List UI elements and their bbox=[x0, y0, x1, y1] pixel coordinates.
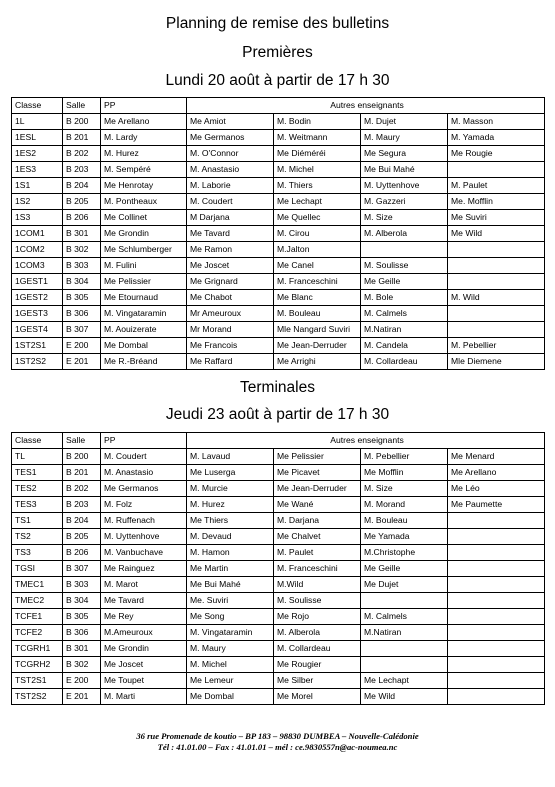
enseignant-cell: M. Darjana bbox=[274, 513, 361, 529]
salle-cell: B 304 bbox=[63, 274, 101, 290]
table-row bbox=[12, 226, 545, 242]
table-row bbox=[12, 561, 545, 577]
pp-cell: Me Grondin bbox=[101, 226, 187, 242]
classe-cell: 1ESL bbox=[12, 130, 63, 146]
enseignant-cell: M. Lavaud bbox=[187, 449, 274, 465]
enseignant-cell bbox=[448, 258, 545, 274]
header-pp: PP bbox=[101, 98, 187, 114]
table-row bbox=[12, 577, 545, 593]
pp-cell: Me Etournaud bbox=[101, 290, 187, 306]
enseignant-cell bbox=[448, 162, 545, 178]
salle-cell: B 205 bbox=[63, 194, 101, 210]
enseignant-cell: M. Bouleau bbox=[361, 513, 448, 529]
salle-cell: B 200 bbox=[63, 114, 101, 130]
classe-cell: 1ST2S2 bbox=[12, 354, 63, 370]
enseignant-cell: Me Paumette bbox=[448, 497, 545, 513]
table-row bbox=[12, 242, 545, 258]
enseignant-cell: Me Jean-Derruder bbox=[274, 481, 361, 497]
enseignant-cell: Me Wild bbox=[448, 226, 545, 242]
classe-cell: 1S1 bbox=[12, 178, 63, 194]
pp-cell: Me Pelissier bbox=[101, 274, 187, 290]
pp-cell: M. Pontheaux bbox=[101, 194, 187, 210]
enseignant-cell: M. Maury bbox=[187, 641, 274, 657]
enseignant-cell: Me Francois bbox=[187, 338, 274, 354]
table-row bbox=[12, 625, 545, 641]
classe-cell: TCFE2 bbox=[12, 625, 63, 641]
enseignant-cell: Me Dombal bbox=[187, 689, 274, 705]
classe-cell: 1GEST4 bbox=[12, 322, 63, 338]
enseignant-cell: M. Hurez bbox=[187, 497, 274, 513]
enseignant-cell bbox=[448, 513, 545, 529]
enseignant-cell: M. Pebellier bbox=[448, 338, 545, 354]
pp-cell: M. Uyttenhove bbox=[101, 529, 187, 545]
classe-cell: 1COM2 bbox=[12, 242, 63, 258]
salle-cell: B 202 bbox=[63, 481, 101, 497]
enseignant-cell: M. Thiers bbox=[274, 178, 361, 194]
salle-cell: B 301 bbox=[63, 641, 101, 657]
table-row bbox=[12, 130, 545, 146]
pp-cell: M. Aouizerate bbox=[101, 322, 187, 338]
salle-cell: B 305 bbox=[63, 290, 101, 306]
salle-cell: B 200 bbox=[63, 449, 101, 465]
pp-cell: M. Marot bbox=[101, 577, 187, 593]
enseignant-cell: M.Wild bbox=[274, 577, 361, 593]
enseignant-cell: Me Blanc bbox=[274, 290, 361, 306]
pp-cell: Me Rainguez bbox=[101, 561, 187, 577]
pp-cell: Me Tavard bbox=[101, 593, 187, 609]
enseignant-cell: Me Pelissier bbox=[274, 449, 361, 465]
header-salle: Salle bbox=[63, 98, 101, 114]
pp-cell: Me Grondin bbox=[101, 641, 187, 657]
enseignant-cell: Me Tavard bbox=[187, 226, 274, 242]
pp-cell: M. Fulini bbox=[101, 258, 187, 274]
table-row bbox=[12, 306, 545, 322]
table-row bbox=[12, 465, 545, 481]
enseignant-cell: M. Soulisse bbox=[274, 593, 361, 609]
header-salle: Salle bbox=[63, 433, 101, 449]
enseignant-cell: M. Cirou bbox=[274, 226, 361, 242]
pp-cell: Me Rey bbox=[101, 609, 187, 625]
enseignant-cell: M. Bole bbox=[361, 290, 448, 306]
salle-cell: B 307 bbox=[63, 322, 101, 338]
footer-contact: Tél : 41.01.00 – Fax : 41.01.01 – mél : ce.9830557n@ac-noumea.nc bbox=[157, 742, 398, 752]
salle-cell: B 307 bbox=[63, 561, 101, 577]
enseignant-cell: Me Quellec bbox=[274, 210, 361, 226]
enseignant-cell: Me Léo bbox=[448, 481, 545, 497]
salle-cell: B 302 bbox=[63, 657, 101, 673]
classe-cell: TCGRH2 bbox=[12, 657, 63, 673]
enseignant-cell: M. Coudert bbox=[187, 194, 274, 210]
enseignant-cell: M. Pebellier bbox=[361, 449, 448, 465]
enseignant-cell: Mle Nangard Suviri bbox=[274, 322, 361, 338]
pp-cell: M. Lardy bbox=[101, 130, 187, 146]
section-date-terminales: Jeudi 23 août à partir de 17 h 30 bbox=[165, 406, 390, 423]
enseignant-cell: Me Mofflin bbox=[361, 465, 448, 481]
table-row bbox=[12, 114, 545, 130]
classe-cell: 1L bbox=[12, 114, 63, 130]
enseignant-cell: Me Lemeur bbox=[187, 673, 274, 689]
enseignant-cell: M. Calmels bbox=[361, 609, 448, 625]
enseignant-cell: Me Arellano bbox=[448, 465, 545, 481]
enseignant-cell: Me Luserga bbox=[187, 465, 274, 481]
enseignant-cell bbox=[448, 322, 545, 338]
enseignant-cell: M. Bodin bbox=[274, 114, 361, 130]
enseignant-cell: Me Rougie bbox=[448, 146, 545, 162]
enseignant-cell: M.Natiran bbox=[361, 322, 448, 338]
enseignant-cell: M Darjana bbox=[187, 210, 274, 226]
enseignant-cell: Me Lechapt bbox=[361, 673, 448, 689]
salle-cell: E 200 bbox=[63, 338, 101, 354]
enseignant-cell: M. Size bbox=[361, 210, 448, 226]
salle-cell: B 303 bbox=[63, 258, 101, 274]
enseignant-cell: M. Paulet bbox=[448, 178, 545, 194]
salle-cell: B 305 bbox=[63, 609, 101, 625]
salle-cell: B 201 bbox=[63, 465, 101, 481]
pp-cell: M. Coudert bbox=[101, 449, 187, 465]
pp-cell: M.Ameuroux bbox=[101, 625, 187, 641]
enseignant-cell bbox=[448, 657, 545, 673]
header-classe: Classe bbox=[12, 98, 63, 114]
table-row bbox=[12, 545, 545, 561]
enseignant-cell bbox=[448, 673, 545, 689]
enseignant-cell bbox=[448, 641, 545, 657]
enseignant-cell: M. Devaud bbox=[187, 529, 274, 545]
footer-address: 36 rue Promenade de koutio – BP 183 – 98830 DUMBEA – Nouvelle-Calédonie bbox=[136, 731, 419, 741]
enseignant-cell: Me Chalvet bbox=[274, 529, 361, 545]
enseignant-cell: Me Canel bbox=[274, 258, 361, 274]
table-header-row bbox=[12, 98, 545, 114]
table-header-row bbox=[12, 433, 545, 449]
enseignant-cell: Me Yamada bbox=[361, 529, 448, 545]
table-row bbox=[12, 449, 545, 465]
enseignant-cell: M. Murcie bbox=[187, 481, 274, 497]
enseignant-cell: M. Franceschini bbox=[274, 561, 361, 577]
pp-cell: M. Hurez bbox=[101, 146, 187, 162]
classe-cell: 1GEST2 bbox=[12, 290, 63, 306]
enseignant-cell: M. Size bbox=[361, 481, 448, 497]
enseignant-cell: M. Yamada bbox=[448, 130, 545, 146]
classe-cell: TES2 bbox=[12, 481, 63, 497]
classe-cell: 1COM1 bbox=[12, 226, 63, 242]
enseignant-cell: M. Franceschini bbox=[274, 274, 361, 290]
enseignant-cell: Me Wild bbox=[361, 689, 448, 705]
enseignant-cell: M. Candela bbox=[361, 338, 448, 354]
table-row bbox=[12, 497, 545, 513]
table-row bbox=[12, 609, 545, 625]
enseignant-cell: Me Diéméréi bbox=[274, 146, 361, 162]
enseignant-cell: Mr Morand bbox=[187, 322, 274, 338]
table-row bbox=[12, 338, 545, 354]
enseignant-cell: Me Thiers bbox=[187, 513, 274, 529]
pp-cell: Me R.-Bréand bbox=[101, 354, 187, 370]
enseignant-cell: M. Alberola bbox=[274, 625, 361, 641]
pp-cell: Me Toupet bbox=[101, 673, 187, 689]
pp-cell: M. Marti bbox=[101, 689, 187, 705]
table-row bbox=[12, 210, 545, 226]
enseignant-cell: Mr Ameuroux bbox=[187, 306, 274, 322]
enseignant-cell bbox=[448, 593, 545, 609]
pp-cell: M. Vingataramin bbox=[101, 306, 187, 322]
table-row bbox=[12, 513, 545, 529]
salle-cell: E 201 bbox=[63, 689, 101, 705]
enseignant-cell: M. Hamon bbox=[187, 545, 274, 561]
enseignant-cell bbox=[448, 561, 545, 577]
table-row bbox=[12, 290, 545, 306]
table-row bbox=[12, 529, 545, 545]
classe-cell: 1GEST1 bbox=[12, 274, 63, 290]
table-row bbox=[12, 258, 545, 274]
section-date-premieres: Lundi 20 août à partir de 17 h 30 bbox=[165, 72, 390, 89]
enseignant-cell: Me Lechapt bbox=[274, 194, 361, 210]
enseignant-cell: Me. Mofflin bbox=[448, 194, 545, 210]
table-row bbox=[12, 178, 545, 194]
enseignant-cell: Me Bui Mahé bbox=[187, 577, 274, 593]
pp-cell: Me Joscet bbox=[101, 657, 187, 673]
salle-cell: B 301 bbox=[63, 226, 101, 242]
table-row bbox=[12, 689, 545, 705]
salle-cell: B 203 bbox=[63, 162, 101, 178]
enseignant-cell bbox=[361, 242, 448, 258]
enseignant-cell: Me Raffard bbox=[187, 354, 274, 370]
salle-cell: B 206 bbox=[63, 210, 101, 226]
enseignant-cell: Me Amiot bbox=[187, 114, 274, 130]
classe-cell: TS2 bbox=[12, 529, 63, 545]
enseignant-cell: M. Michel bbox=[274, 162, 361, 178]
pp-cell: M. Vanbuchave bbox=[101, 545, 187, 561]
classe-cell: 1S2 bbox=[12, 194, 63, 210]
salle-cell: B 206 bbox=[63, 545, 101, 561]
enseignant-cell: M. Uyttenhove bbox=[361, 178, 448, 194]
enseignant-cell: M. Paulet bbox=[274, 545, 361, 561]
salle-cell: E 200 bbox=[63, 673, 101, 689]
pp-cell: M. Sempéré bbox=[101, 162, 187, 178]
classe-cell: TL bbox=[12, 449, 63, 465]
enseignant-cell: M. Gazzeri bbox=[361, 194, 448, 210]
salle-cell: B 302 bbox=[63, 242, 101, 258]
header-classe: Classe bbox=[12, 433, 63, 449]
pp-cell: Me Germanos bbox=[101, 481, 187, 497]
pp-cell: Me Arellano bbox=[101, 114, 187, 130]
classe-cell: TS3 bbox=[12, 545, 63, 561]
pp-cell: M. Ruffenach bbox=[101, 513, 187, 529]
enseignant-cell bbox=[448, 529, 545, 545]
salle-cell: B 203 bbox=[63, 497, 101, 513]
classe-cell: TGSI bbox=[12, 561, 63, 577]
classe-cell: 1COM3 bbox=[12, 258, 63, 274]
enseignant-cell: M. Weitmann bbox=[274, 130, 361, 146]
enseignant-cell bbox=[448, 689, 545, 705]
enseignant-cell: Me Picavet bbox=[274, 465, 361, 481]
enseignant-cell: Me Rojo bbox=[274, 609, 361, 625]
classe-cell: 1ST2S1 bbox=[12, 338, 63, 354]
enseignant-cell: M. Michel bbox=[187, 657, 274, 673]
enseignant-cell: Me Bui Mahé bbox=[361, 162, 448, 178]
salle-cell: B 306 bbox=[63, 625, 101, 641]
enseignant-cell: M. Collardeau bbox=[274, 641, 361, 657]
enseignant-cell: Me Martin bbox=[187, 561, 274, 577]
enseignant-cell: Me Suviri bbox=[448, 210, 545, 226]
salle-cell: B 306 bbox=[63, 306, 101, 322]
classe-cell: TMEC2 bbox=[12, 593, 63, 609]
enseignant-cell: Me Jean-Derruder bbox=[274, 338, 361, 354]
classe-cell: TES1 bbox=[12, 465, 63, 481]
pp-cell: Me Henrotay bbox=[101, 178, 187, 194]
enseignant-cell: Mle Diemene bbox=[448, 354, 545, 370]
enseignant-cell: Me Arrighi bbox=[274, 354, 361, 370]
enseignant-cell: M. Laborie bbox=[187, 178, 274, 194]
salle-cell: B 202 bbox=[63, 146, 101, 162]
enseignant-cell bbox=[361, 593, 448, 609]
enseignant-cell: Me Geille bbox=[361, 274, 448, 290]
classe-cell: 1GEST3 bbox=[12, 306, 63, 322]
enseignant-cell bbox=[448, 306, 545, 322]
table-row bbox=[12, 162, 545, 178]
enseignant-cell: M.Natiran bbox=[361, 625, 448, 641]
classe-cell: TST2S2 bbox=[12, 689, 63, 705]
enseignant-cell: M. Masson bbox=[448, 114, 545, 130]
salle-cell: B 201 bbox=[63, 130, 101, 146]
enseignant-cell bbox=[448, 577, 545, 593]
classe-cell: 1S3 bbox=[12, 210, 63, 226]
classe-cell: TCGRH1 bbox=[12, 641, 63, 657]
enseignant-cell: M. Calmels bbox=[361, 306, 448, 322]
enseignant-cell: Me Silber bbox=[274, 673, 361, 689]
enseignant-cell bbox=[448, 242, 545, 258]
salle-cell: E 201 bbox=[63, 354, 101, 370]
enseignant-cell: Me. Suviri bbox=[187, 593, 274, 609]
enseignant-cell bbox=[448, 625, 545, 641]
header-pp: PP bbox=[101, 433, 187, 449]
table-row bbox=[12, 593, 545, 609]
enseignant-cell: Me Chabot bbox=[187, 290, 274, 306]
table-row bbox=[12, 354, 545, 370]
enseignant-cell: Me Morel bbox=[274, 689, 361, 705]
enseignant-cell: Me Geille bbox=[361, 561, 448, 577]
enseignant-cell: M. Morand bbox=[361, 497, 448, 513]
premieres-table bbox=[11, 97, 545, 370]
header-autres-enseignants: Autres enseignants bbox=[187, 433, 545, 449]
enseignant-cell bbox=[361, 657, 448, 673]
section-title-terminales: Terminales bbox=[240, 379, 315, 396]
enseignant-cell: M. Dujet bbox=[361, 114, 448, 130]
enseignant-cell bbox=[361, 641, 448, 657]
classe-cell: 1ES3 bbox=[12, 162, 63, 178]
enseignant-cell: M. Collardeau bbox=[361, 354, 448, 370]
salle-cell: B 205 bbox=[63, 529, 101, 545]
enseignant-cell: Me Segura bbox=[361, 146, 448, 162]
pp-cell: Me Schlumberger bbox=[101, 242, 187, 258]
enseignant-cell: M.Christophe bbox=[361, 545, 448, 561]
enseignant-cell: M. O'Connor bbox=[187, 146, 274, 162]
classe-cell: TES3 bbox=[12, 497, 63, 513]
enseignant-cell: Me Grignard bbox=[187, 274, 274, 290]
enseignant-cell bbox=[448, 545, 545, 561]
terminales-table bbox=[11, 432, 545, 705]
enseignant-cell: Me Joscet bbox=[187, 258, 274, 274]
table-row bbox=[12, 194, 545, 210]
salle-cell: B 204 bbox=[63, 513, 101, 529]
enseignant-cell: M. Bouleau bbox=[274, 306, 361, 322]
pp-cell: Me Dombal bbox=[101, 338, 187, 354]
enseignant-cell: Me Wané bbox=[274, 497, 361, 513]
enseignant-cell: Me Ramon bbox=[187, 242, 274, 258]
table-row bbox=[12, 322, 545, 338]
enseignant-cell: Me Dujet bbox=[361, 577, 448, 593]
document-title: Planning de remise des bulletins bbox=[165, 15, 390, 32]
pp-cell: M. Anastasio bbox=[101, 465, 187, 481]
table-row bbox=[12, 274, 545, 290]
enseignant-cell: M.Jalton bbox=[274, 242, 361, 258]
salle-cell: B 204 bbox=[63, 178, 101, 194]
enseignant-cell: Me Song bbox=[187, 609, 274, 625]
enseignant-cell: M. Vingataramin bbox=[187, 625, 274, 641]
table-row bbox=[12, 657, 545, 673]
salle-cell: B 304 bbox=[63, 593, 101, 609]
enseignant-cell bbox=[448, 274, 545, 290]
salle-cell: B 303 bbox=[63, 577, 101, 593]
table-row bbox=[12, 673, 545, 689]
enseignant-cell: M. Anastasio bbox=[187, 162, 274, 178]
classe-cell: TS1 bbox=[12, 513, 63, 529]
pp-cell: M. Folz bbox=[101, 497, 187, 513]
header-autres-enseignants: Autres enseignants bbox=[187, 98, 545, 114]
table-row bbox=[12, 641, 545, 657]
table-row bbox=[12, 146, 545, 162]
table-row bbox=[12, 481, 545, 497]
classe-cell: TMEC1 bbox=[12, 577, 63, 593]
pp-cell: Me Collinet bbox=[101, 210, 187, 226]
classe-cell: 1ES2 bbox=[12, 146, 63, 162]
enseignant-cell: Me Germanos bbox=[187, 130, 274, 146]
section-title-premieres: Premières bbox=[242, 44, 313, 61]
enseignant-cell: Me Menard bbox=[448, 449, 545, 465]
enseignant-cell: M. Alberola bbox=[361, 226, 448, 242]
enseignant-cell: M. Maury bbox=[361, 130, 448, 146]
enseignant-cell: M. Wild bbox=[448, 290, 545, 306]
classe-cell: TST2S1 bbox=[12, 673, 63, 689]
enseignant-cell bbox=[448, 609, 545, 625]
enseignant-cell: M. Soulisse bbox=[361, 258, 448, 274]
enseignant-cell: Me Rougier bbox=[274, 657, 361, 673]
classe-cell: TCFE1 bbox=[12, 609, 63, 625]
